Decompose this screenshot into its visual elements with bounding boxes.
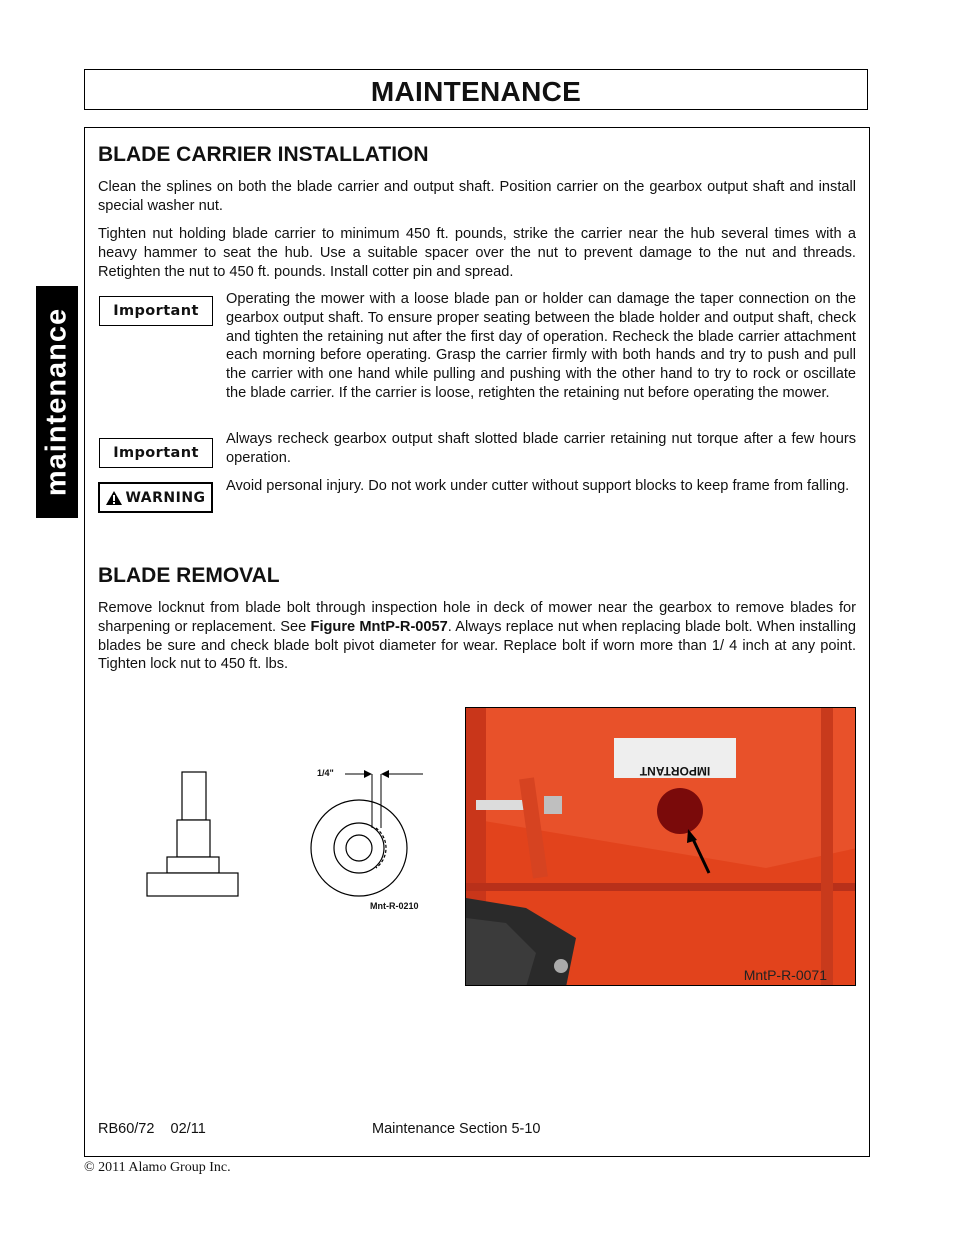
blade-bolt-top-diagram xyxy=(305,762,430,897)
photo-caption: MntP-R-0071 xyxy=(743,967,827,983)
warning-triangle-icon xyxy=(105,490,123,506)
important-note-text: Always recheck gearbox output shaft slotted blade carrier retaining nut torque after a few hours operation. xyxy=(226,431,856,466)
mower-deck-photo xyxy=(465,707,856,986)
important-label: Important xyxy=(99,296,213,326)
paragraph-blade-removal xyxy=(98,599,856,674)
paragraph-text: . Always replace nut when replacing blade bolt. When installing blades be sure and check blade bolt pivot diameter for wear. Replace bolt if worn more than 1/ 4 inch at any point. Tighten lock nut to 450 ft. lbs. xyxy=(98,618,856,673)
dimension-label: 1/4" xyxy=(317,768,334,778)
important-note-text: Operating the mower with a loose blade pan or holder can damage the taper connection on the gearbox output shaft. To ensure proper seating between the blade holder and output shaft, check and tighten the retaining nut after the first day of operation. Recheck the blade carrier attachment each morning before operating. Grasp the carrier firmly with both hands and try to push and pull the carrier with one hand while pulling and pushing with the other hand to try to rock or oscillate the blade carrier. If the carrier is loose, retighten the retaining nut before operating the mower. xyxy=(226,291,856,401)
warning-note-text: Avoid personal injury. Do not work under cutter without support blocks to keep frame from falling. xyxy=(226,478,850,494)
page-title: MAINTENANCE xyxy=(370,76,582,107)
section-heading-blade-carrier: BLADE CARRIER INSTALLATION xyxy=(98,143,429,166)
figure-reference: Figure MntP-R-0057 xyxy=(310,618,448,635)
paragraph-clean-splines: Clean the splines on both the blade carrier and output shaft. Position carrier on the gearbox output shaft and install special washer nut. xyxy=(98,179,856,214)
paragraph-text: Remove locknut from blade bolt through inspection hole in deck of mower near the gearbox to remove blades for sharpening or replacement. See xyxy=(98,600,856,635)
header-box xyxy=(84,69,868,110)
blade-bolt-side-diagram xyxy=(140,765,245,905)
section-heading-blade-removal: BLADE REMOVAL xyxy=(98,564,280,587)
side-tab-label: maintenance xyxy=(40,307,73,497)
important-label: Important xyxy=(99,438,213,468)
side-tab xyxy=(36,286,78,518)
decal-text: IMPORTANT xyxy=(639,764,711,778)
mower-deck-illustration xyxy=(466,708,856,986)
diagram-caption: Mnt-R-0210 xyxy=(370,901,419,911)
paragraph-tighten-nut: Tighten nut holding blade carrier to minimum 450 ft. pounds, strike the carrier near the hub several times with a heavy hammer to seat the hub. Use a suitable spacer over the nut to prevent damage to the nut and threads. Retighten the nut to 450 ft. pounds. Install cotter pin and spread. xyxy=(98,226,856,280)
copyright: © 2011 Alamo Group Inc. xyxy=(84,1160,231,1175)
footer-section: Maintenance Section 5-10 xyxy=(372,1121,541,1137)
warning-label-text: WARNING xyxy=(125,489,206,506)
footer-model: RB60/72 02/11 xyxy=(98,1121,206,1137)
warning-label xyxy=(98,482,213,513)
